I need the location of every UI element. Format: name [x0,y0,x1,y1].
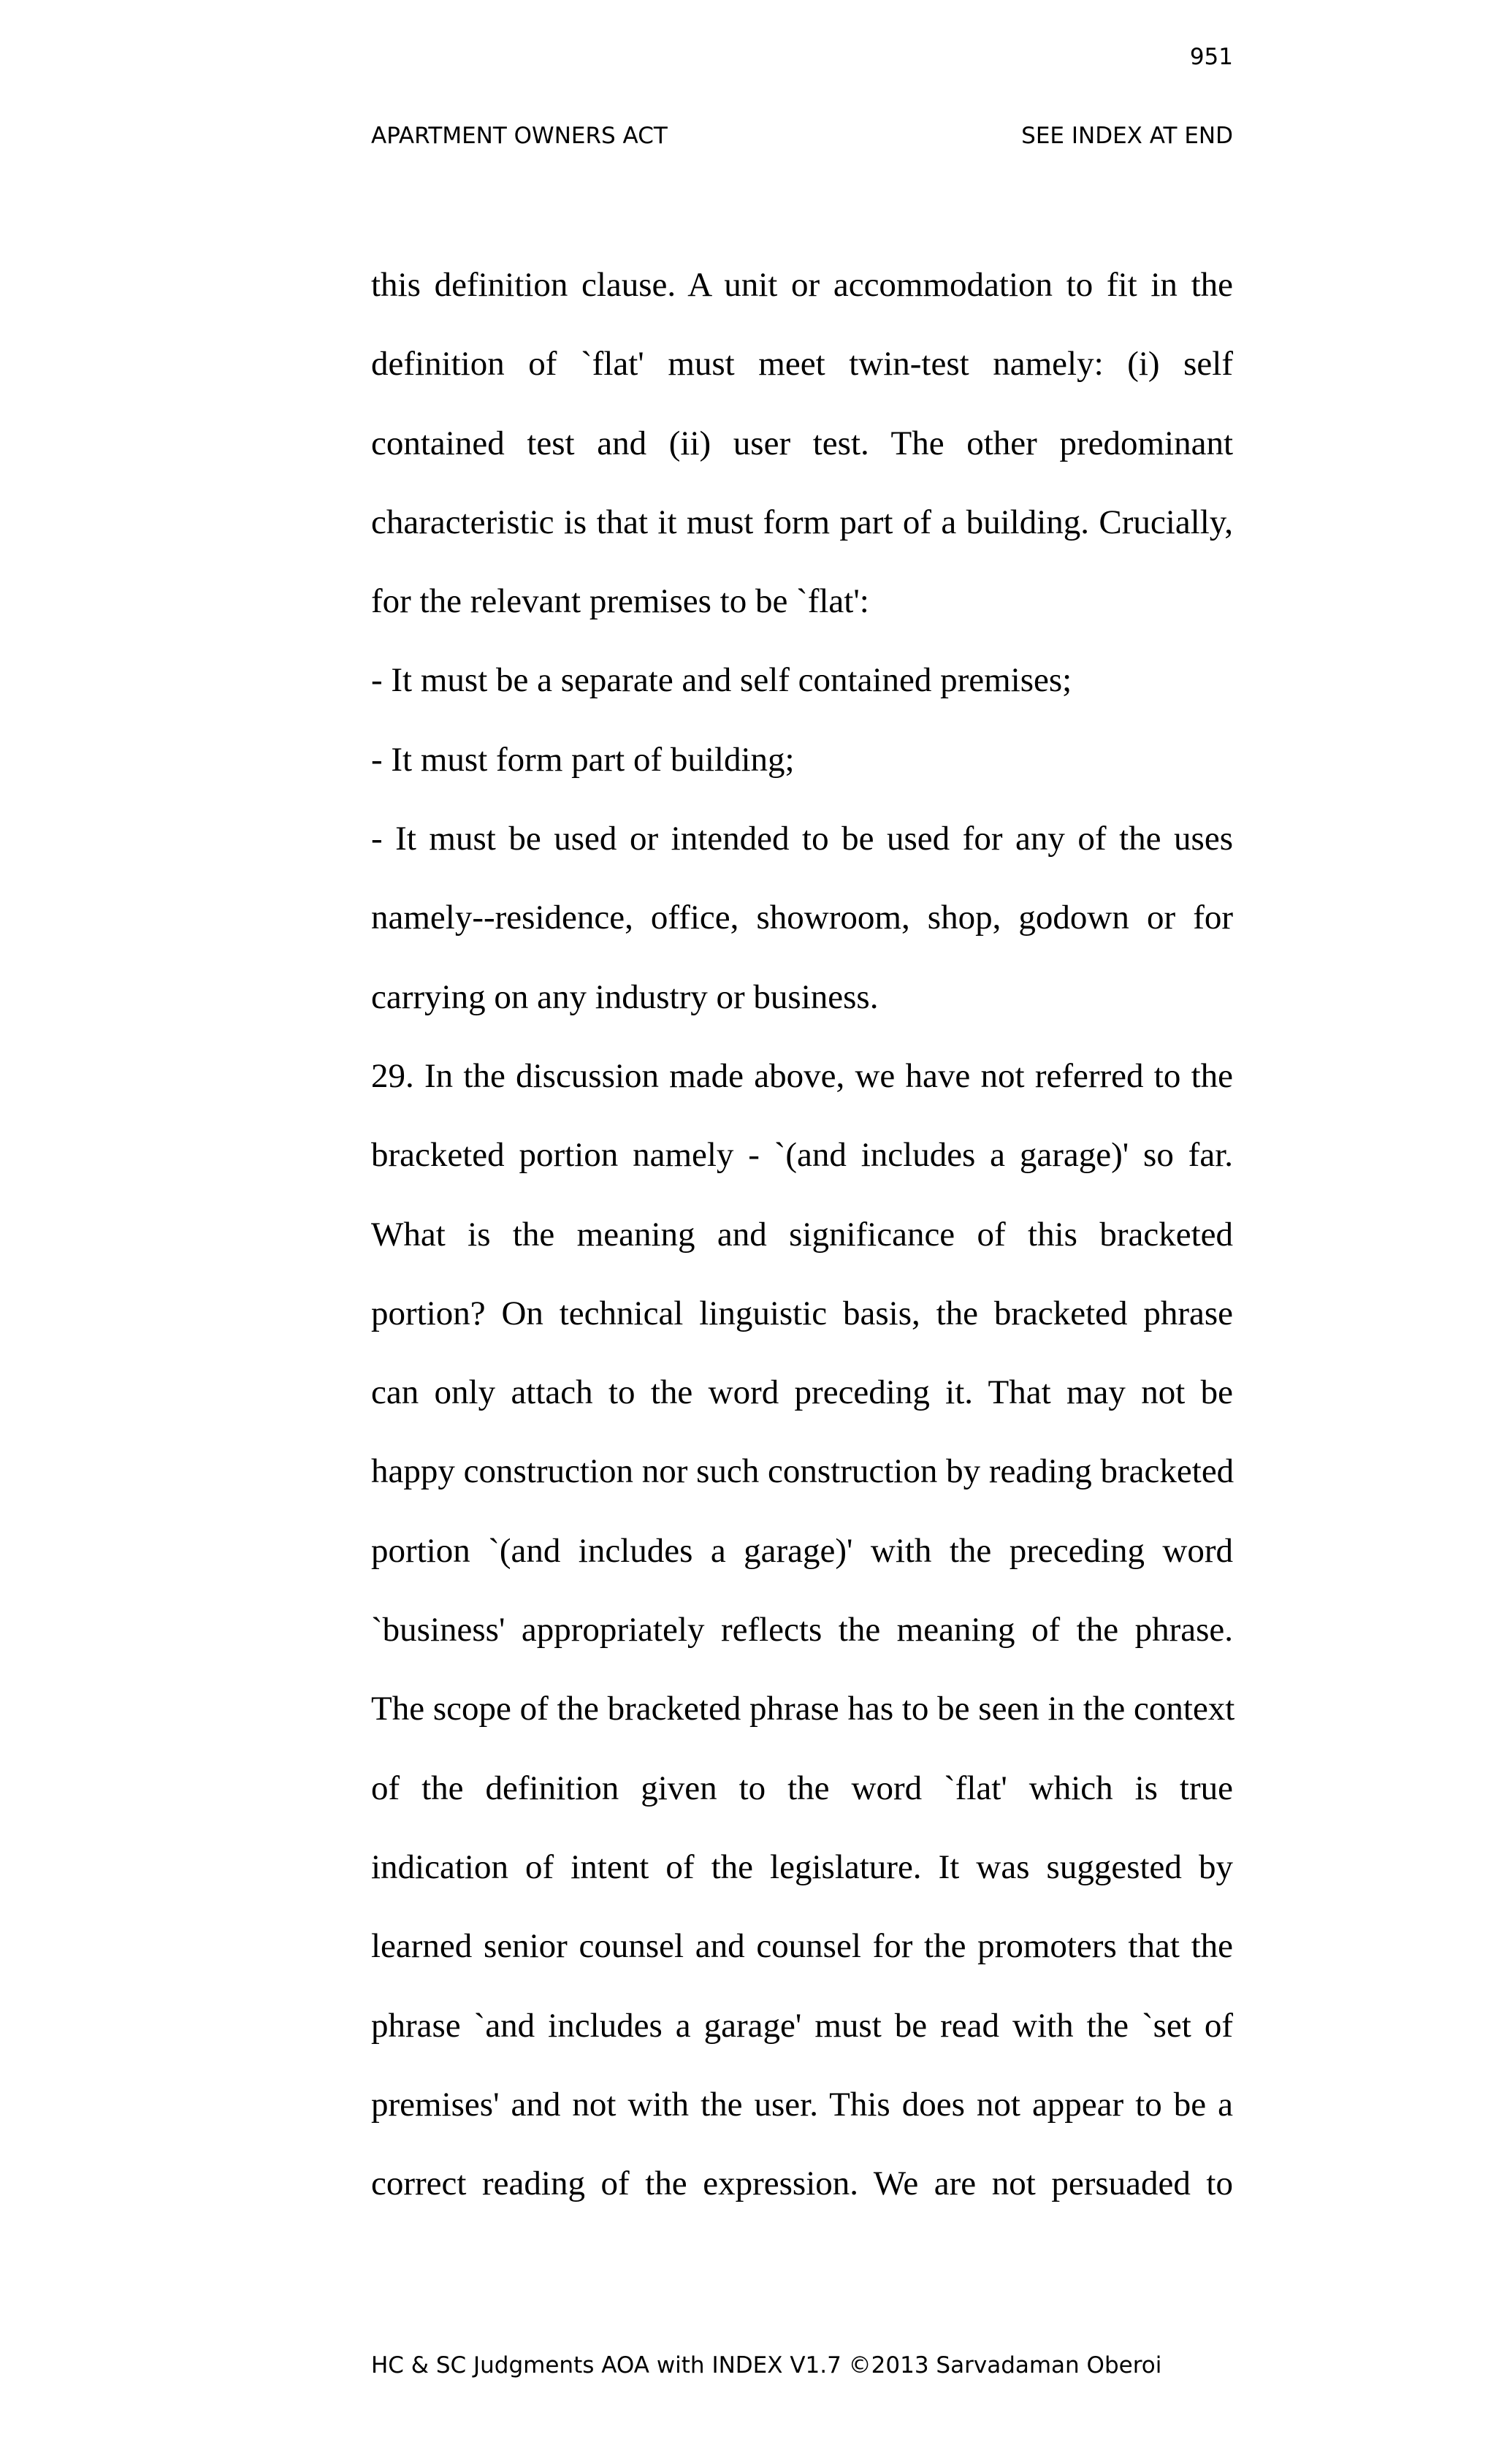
text-line: learned senior counsel and counsel for the promoters that the [371,1927,1233,1966]
text-line: bracketed portion namely - `(and includes a garage)' so far. [371,1136,1233,1175]
text-line: for the relevant premises to be `flat': [371,582,869,621]
text-line: characteristic is that it must form part of a building. Crucially, [371,503,1233,541]
text-line: can only attach to the word preceding it. That may not be [371,1373,1233,1412]
text-line: happy construction nor such construction by reading bracketed [371,1452,1234,1491]
running-header [371,121,1233,150]
header-left-title: APARTMENT OWNERS ACT [371,123,668,149]
document-body [371,262,1233,2240]
page-footer: HC & SC Judgments AOA with INDEX V1.7 ©2013 Sarvadaman Oberoi [371,2352,1162,2379]
text-line: correct reading of the expression. We are not persuaded to [371,2164,1233,2203]
text-line: `business' appropriately reflects the meaning of the phrase. [371,1611,1233,1649]
text-line: portion `(and includes a garage)' with the preceding word [371,1531,1233,1570]
list-item: - It must be used or intended to be used for any of the uses [371,820,1233,858]
text-line: contained test and (ii) user test. The other predominant [371,424,1233,462]
text-line: carrying on any industry or business. [371,977,879,1016]
text-line: of the definition given to the word `flat' which is true [371,1769,1233,1807]
text-line: The scope of the bracketed phrase has to be seen in the context [371,1690,1235,1728]
text-line: this definition clause. A unit or accommodation to fit in the [371,266,1233,304]
text-line: namely--residence, office, showroom, shop, godown or for [371,899,1233,937]
text-line: phrase `and includes a garage' must be read with the `set of [371,2006,1233,2045]
page-number: 951 [1189,44,1233,70]
list-item: - It must be a separate and self contained premises; [371,661,1072,700]
list-item: - It must form part of building; [371,740,795,779]
text-line: indication of intent of the legislature. It was suggested by [371,1847,1233,1886]
header-right-note: SEE INDEX AT END [1021,123,1233,149]
text-line: premises' and not with the user. This does not appear to be a [371,2085,1233,2124]
text-line: definition of `flat' must meet twin-test namely: (i) self [371,345,1233,384]
text-line: portion? On technical linguistic basis, the bracketed phrase [371,1294,1233,1332]
paragraph-start-29: 29. In the discussion made above, we have not referred to the [371,1056,1233,1095]
text-line: What is the meaning and significance of this bracketed [371,1215,1233,1254]
